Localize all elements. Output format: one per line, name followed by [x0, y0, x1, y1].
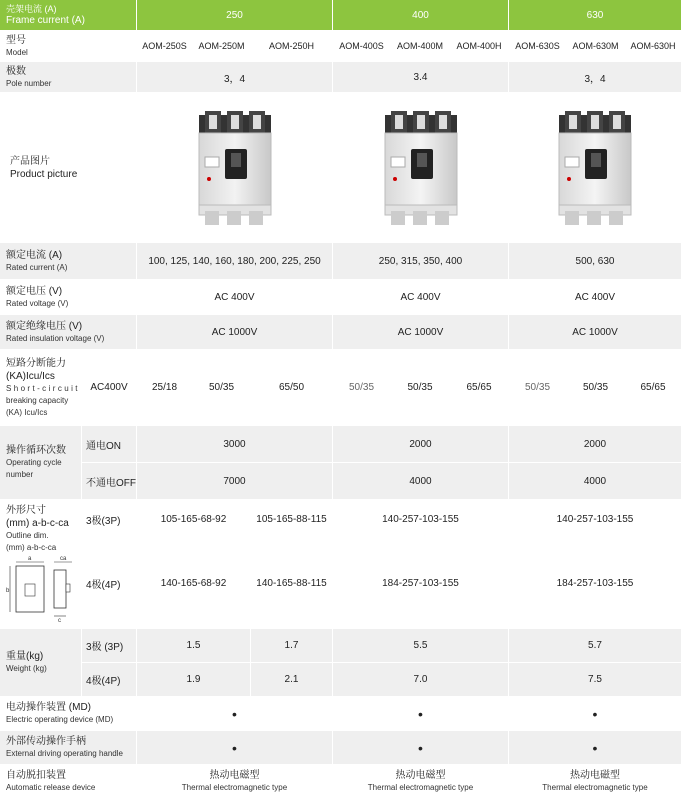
rated-current-value: 500, 630 — [509, 243, 682, 280]
model-cell: AOM-400H — [450, 31, 509, 62]
model-label — [0, 31, 137, 62]
release-value — [509, 765, 682, 799]
breaking-label-en: Short-circuit — [6, 383, 80, 393]
frame-250-header: 250 — [137, 0, 333, 31]
outline-4p-value: 140-165-68-92 — [137, 539, 251, 629]
outline-4p-value: 184-257-103-155 — [509, 539, 682, 629]
breaking-value: 50/35 — [391, 350, 450, 426]
outline-label-zh-unit: (mm) a-b-c-ca — [6, 518, 69, 529]
picture-label — [0, 93, 137, 243]
release-value — [137, 765, 333, 799]
pole-value: 3，4 — [509, 62, 682, 93]
dim-ca-label: ca — [60, 556, 67, 562]
release-value-zh: 热动电磁型 — [395, 770, 446, 781]
frame-label-en: Frame current (A) — [6, 15, 85, 26]
weight-4p-value: 1.9 — [137, 663, 251, 697]
insulation-value: AC 1000V — [137, 315, 333, 350]
weight-4p-value: 2.1 — [251, 663, 333, 697]
model-cell: AOM-630M — [567, 31, 625, 62]
frame-label-zh: 壳架电流 (A) — [6, 4, 57, 14]
rated-voltage-value: AC 400V — [509, 280, 682, 315]
electric-op-mark: • — [137, 697, 333, 731]
weight-3p-value: 5.5 — [333, 629, 509, 663]
outline-label-zh: 外形尺寸 — [6, 505, 46, 516]
model-cell: AOM-250M — [193, 31, 251, 62]
ext-handle-mark: • — [333, 731, 509, 765]
model-cell: AOM-250H — [251, 31, 333, 62]
electric-op-label — [0, 697, 137, 731]
outline-3p-text: 3极(3P) — [86, 515, 121, 527]
cycle-label-en: Operating cycle — [6, 458, 62, 467]
release-label-zh: 自动脱扣装置 — [6, 770, 66, 781]
breaking-value: 50/35 — [193, 350, 251, 426]
electric-op-mark: • — [509, 697, 682, 731]
frame-400-header: 400 — [333, 0, 509, 31]
release-label — [0, 765, 137, 799]
breaker-400-image — [333, 93, 509, 243]
breaker-250-image — [137, 93, 333, 243]
cycle-off-label — [82, 463, 137, 500]
breaker-image — [555, 109, 635, 227]
rated-voltage-label-en: Rated voltage (V) — [6, 298, 69, 308]
rated-voltage-label — [0, 280, 137, 315]
electric-op-label-en: Electric operating device (MD) — [6, 715, 114, 724]
cycle-on-label — [82, 426, 137, 463]
model-cell: AOM-630S — [509, 31, 567, 62]
insulation-value: AC 1000V — [509, 315, 682, 350]
breaking-value: 65/50 — [251, 350, 333, 426]
electric-op-mark: • — [333, 697, 509, 731]
breaking-label-en3: (KA) Icu/Ics — [6, 407, 48, 417]
breaking-label-zh-unit: (KA)Icu/Ics — [6, 370, 55, 382]
outline-label-en-unit: (mm) a-b-c-ca — [6, 543, 57, 552]
model-cell: AOM-250S — [137, 31, 193, 62]
outline-3p-label — [82, 500, 137, 539]
breaker-image — [381, 109, 461, 227]
cycle-label-en2: number — [6, 470, 34, 479]
pole-label — [0, 62, 137, 93]
pole-value: 3.4 — [333, 62, 509, 93]
weight-label-zh: 重量(kg) — [6, 651, 44, 662]
weight-3p-value: 5.7 — [509, 629, 682, 663]
dim-a-label: a — [28, 556, 32, 562]
outline-4p-value: 140-165-88-115 — [251, 539, 333, 629]
weight-3p-value: 1.7 — [251, 629, 333, 663]
outline-label — [0, 500, 82, 629]
breaking-value: 65/65 — [625, 350, 682, 426]
weight-4p-value: 7.0 — [333, 663, 509, 697]
weight-4p-label — [82, 663, 137, 697]
outline-dimension-diagram — [6, 556, 78, 622]
cycle-label — [0, 426, 82, 500]
breaker-630-image — [509, 93, 682, 243]
outline-3p-value: 105-165-88-115 — [251, 500, 333, 539]
breaking-value: 50/35 — [333, 350, 391, 426]
rated-current-label-zh: 额定电流 (A) — [6, 249, 63, 261]
electric-op-label-zh: 电动操作装置 (MD) — [6, 702, 91, 713]
rated-current-label-en: Rated current (A) — [6, 262, 68, 272]
insulation-label — [0, 315, 137, 350]
model-label-zh: 型号 — [6, 34, 26, 46]
cycle-on-text: 通电ON — [86, 440, 121, 452]
outline-4p-value: 184-257-103-155 — [333, 539, 509, 629]
breaking-label-en2: breaking capacity — [6, 395, 69, 405]
weight-4p-value: 7.5 — [509, 663, 682, 697]
frame-current-header — [0, 0, 137, 31]
release-value — [333, 765, 509, 799]
model-cell: AOM-400M — [391, 31, 450, 62]
weight-3p-label — [82, 629, 137, 663]
cycle-off-value: 4000 — [333, 463, 509, 500]
model-cell: AOM-630H — [625, 31, 682, 62]
breaker-image — [195, 109, 275, 227]
outline-3p-value: 140-257-103-155 — [333, 500, 509, 539]
breaking-label-zh: 短路分断能力 — [6, 357, 66, 369]
breaking-sub-label: AC400V — [82, 350, 137, 426]
ext-handle-mark: • — [137, 731, 333, 765]
breaking-value: 65/65 — [450, 350, 509, 426]
rated-voltage-value: AC 400V — [137, 280, 333, 315]
rated-current-value: 250, 315, 350, 400 — [333, 243, 509, 280]
outline-4p-text: 4极(4P) — [86, 580, 121, 591]
weight-3p-text: 3极 (3P) — [86, 642, 124, 653]
cycle-on-value: 2000 — [333, 426, 509, 463]
pole-value: 3，4 — [137, 62, 333, 93]
picture-label-en: Product picture — [10, 168, 78, 180]
outline-3p-value: 105-165-68-92 — [137, 500, 251, 539]
release-value-zh: 热动电磁型 — [570, 770, 620, 781]
release-value-zh: 热动电磁型 — [209, 770, 260, 781]
rated-voltage-label-zh: 额定电压 (V) — [6, 285, 63, 297]
dim-b-label: b — [6, 588, 10, 594]
cycle-off-value: 7000 — [137, 463, 333, 500]
frame-630-header: 630 — [509, 0, 682, 31]
breaking-value: 25/18 — [137, 350, 193, 426]
release-value-en: Thermal electromagnetic type — [181, 783, 288, 792]
cycle-on-value: 2000 — [509, 426, 682, 463]
insulation-label-en: Rated insulation voltage (V) — [6, 333, 105, 343]
ext-handle-label-en: External driving operating handle — [6, 749, 123, 758]
weight-3p-value: 1.5 — [137, 629, 251, 663]
release-label-en: Automatic release device — [6, 783, 96, 792]
weight-label — [0, 629, 82, 697]
weight-4p-text: 4极(4P) — [86, 676, 121, 687]
ext-handle-mark: • — [509, 731, 682, 765]
model-label-en: Model — [6, 47, 28, 57]
rated-voltage-value: AC 400V — [333, 280, 509, 315]
rated-current-value: 100, 125, 140, 160, 180, 200, 225, 250 — [137, 243, 333, 280]
insulation-label-zh: 额定绝缘电压 (V) — [6, 320, 83, 332]
ext-handle-label — [0, 731, 137, 765]
dim-c-label: c — [58, 618, 61, 622]
cycle-off-text: 不通电OFF — [86, 477, 136, 489]
breaking-label — [0, 350, 82, 426]
pole-label-zh: 极数 — [6, 65, 26, 77]
outline-label-en: Outline dim. — [6, 531, 49, 540]
breaking-value: 50/35 — [509, 350, 567, 426]
picture-label-zh: 产品图片 — [10, 155, 50, 167]
outline-4p-label — [82, 539, 137, 629]
breaking-value: 50/35 — [567, 350, 625, 426]
ext-handle-label-zh: 外部传动操作手柄 — [6, 736, 86, 747]
cycle-label-zh: 操作循环次数 — [6, 445, 66, 456]
model-cell: AOM-400S — [333, 31, 391, 62]
release-value-en: Thermal electromagnetic type — [542, 783, 648, 792]
release-value-en: Thermal electromagnetic type — [367, 783, 474, 792]
weight-label-en: Weight (kg) — [6, 664, 47, 673]
insulation-value: AC 1000V — [333, 315, 509, 350]
rated-current-label — [0, 243, 137, 280]
pole-label-en: Pole number — [6, 78, 52, 88]
cycle-on-value: 3000 — [137, 426, 333, 463]
cycle-off-value: 4000 — [509, 463, 682, 500]
outline-3p-value: 140-257-103-155 — [509, 500, 682, 539]
